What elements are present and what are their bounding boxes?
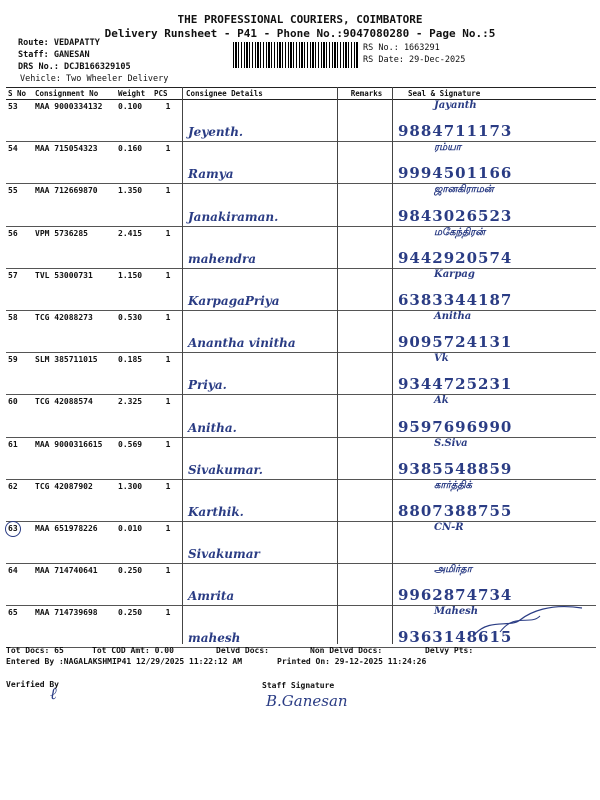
row-pcs: 1 [152,268,184,310]
verifier-signature: ℓ [50,684,57,703]
route-label: Route: VEDAPATTY [18,38,100,48]
row-pcs: 1 [152,395,184,437]
row-seal-signature [394,226,596,268]
row-sno: 64 [6,564,33,606]
consignee-name: Karthik. [188,504,244,519]
row-pcs: 1 [152,521,184,563]
non-delivered-docs: Non Delvd Docs: [310,646,383,655]
row-pcs: 1 [152,479,184,521]
drs-number: DRS No.: DCJB166329105 [18,62,131,72]
table-row [6,310,596,352]
row-63-circle-mark [5,521,21,537]
row-pcs: 1 [152,606,184,648]
row-consignee-cell [184,142,339,184]
row-consignment-no: MAA 9000334132 [33,100,116,142]
consignee-name: Priya. [188,378,227,393]
row-consignment-no: SLM 385711015 [33,353,116,395]
row-sno: 56 [6,226,33,268]
recipient-signature: Mahesh [434,606,479,618]
row-weight: 0.100 [116,100,152,142]
consignee-name: KarpagaPriya [188,293,280,308]
recipient-phone: 9385548859 [398,459,513,478]
row-seal-signature [394,310,596,352]
table-row [6,437,596,479]
row-weight: 0.250 [116,564,152,606]
row-sno: 61 [6,437,33,479]
row-weight: 0.185 [116,353,152,395]
row-sno: 59 [6,353,33,395]
rs-date: RS Date: 29-Dec-2025 [363,55,466,65]
row-seal-signature [394,353,596,395]
row-remarks [339,437,394,479]
recipient-phone: 9843026523 [398,206,513,225]
row-pcs: 1 [152,353,184,395]
row-consignee-cell [184,521,339,563]
row-sno: 55 [6,184,33,226]
table-header-row [6,88,596,100]
table-row [6,395,596,437]
runsheet-subtitle: Delivery Runsheet - P41 - Phone No.:9047080280 - Page No.:5 [104,27,496,40]
row-consignment-no: TCG 42088273 [33,310,116,352]
row-weight: 1.350 [116,184,152,226]
column-divider [182,87,183,644]
row-remarks [339,606,394,648]
table-row [6,353,596,395]
col-remarks: Remarks [339,88,394,100]
row-consignment-no: VPM 5736285 [33,226,116,268]
row-seal-signature [394,184,596,226]
row-sno: 65 [6,606,33,648]
row-weight: 0.530 [116,310,152,352]
recipient-phone: 9962874734 [398,586,513,605]
row-consignment-no: TCG 42087902 [33,479,116,521]
consignee-name: Amrita [188,589,235,604]
row-sno: 63 [6,521,33,563]
row-pcs: 1 [152,184,184,226]
table-row [6,268,596,310]
recipient-phone: 9344725231 [398,375,513,394]
recipient-signature: அமிர்தா [434,564,472,576]
staff-label: Staff: GANESAN [18,50,90,60]
row-remarks [339,395,394,437]
recipient-phone: 9442920574 [398,248,513,267]
consignee-name: mahendra [188,251,257,266]
consignee-name: mahesh [188,631,241,646]
col-consignment: Consignment No [33,88,116,100]
row-remarks [339,184,394,226]
consignee-name: Sivakumar. [188,462,263,477]
recipient-signature: கார்த்திக் [434,479,472,491]
row-remarks [339,353,394,395]
row-consignment-no: MAA 651978226 [33,521,116,563]
row-pcs: 1 [152,437,184,479]
row-pcs: 1 [152,100,184,142]
row-consignment-no: MAA 712669870 [33,184,116,226]
row-pcs: 1 [152,142,184,184]
recipient-phone: 9884711173 [398,122,513,141]
col-pcs: PCS [152,88,184,100]
row-remarks [339,268,394,310]
consignee-name: Ramya [188,167,234,182]
recipient-phone: 9597696990 [398,417,513,436]
rs-number: RS No.: 1663291 [363,43,440,53]
recipient-signature: Vk [434,353,449,365]
row-consignee-cell [184,437,339,479]
row-consignment-no: TCG 42088574 [33,395,116,437]
table-row [6,142,596,184]
staff-signature-label: Staff Signature [262,681,335,690]
col-sno: S No [6,88,33,100]
row-weight: 2.415 [116,226,152,268]
row-seal-signature [394,100,596,142]
row-consignee-cell [184,226,339,268]
row-consignee-cell [184,353,339,395]
table-row [6,100,596,142]
table-row [6,521,596,563]
consignee-name: Janakiraman. [188,209,279,224]
row-remarks [339,479,394,521]
row-consignee-cell [184,184,339,226]
row-remarks [339,142,394,184]
row-consignee-cell [184,100,339,142]
row-remarks [339,226,394,268]
row-sno: 62 [6,479,33,521]
recipient-phone: 9363148615 [398,628,513,647]
delivered-docs: Delvd Docs: [216,646,269,655]
row-sno: 57 [6,268,33,310]
total-docs: Tot Docs: 65 [6,646,64,655]
row-weight: 1.150 [116,268,152,310]
row-pcs: 1 [152,564,184,606]
row-consignment-no: TVL 53000731 [33,268,116,310]
row-consignee-cell [184,564,339,606]
vehicle-label: Vehicle: Two Wheeler Delivery [20,74,169,84]
recipient-phone: 9994501166 [398,164,513,183]
row-weight: 0.160 [116,142,152,184]
recipient-signature: CN-R [434,521,464,533]
staff-signature: B.Ganesan [266,692,348,710]
row-weight: 0.250 [116,606,152,648]
row-pcs: 1 [152,310,184,352]
runsheet-table [6,87,596,648]
total-cod-amount: Tot COD Amt: 0.00 [92,646,174,655]
row-seal-signature [394,479,596,521]
entered-by: Entered By :NAGALAKSHMIP41 12/29/2025 11:22:12 AM [6,657,243,666]
row-sno: 60 [6,395,33,437]
delivery-points: Delvy Pts: [425,646,474,655]
row-consignment-no: MAA 715054323 [33,142,116,184]
row-weight: 1.300 [116,479,152,521]
consignee-name: Sivakumar [188,547,260,562]
row-sno: 54 [6,142,33,184]
row-remarks [339,564,394,606]
recipient-signature: Jayanth [434,100,477,111]
row-weight: 0.569 [116,437,152,479]
col-consignee: Consignee Details [184,88,339,100]
row-seal-signature [394,521,596,563]
printed-on: Printed On: 29-12-2025 11:24:26 [277,657,427,666]
barcode-image [233,42,358,68]
recipient-phone: 9095724131 [398,333,513,352]
verified-by-label: Verified By [6,680,59,689]
row-sno: 53 [6,100,33,142]
column-divider [337,87,338,644]
consignee-name: Anitha. [188,420,237,435]
consignee-name: Jeyenth. [188,125,244,140]
recipient-phone: 8807388755 [398,501,513,520]
recipient-signature: Anitha [434,310,472,322]
recipient-signature: Karpag [434,268,475,280]
table-row [6,184,596,226]
recipient-signature: ரம்யா [434,142,462,154]
column-divider [392,87,393,644]
row-consignee-cell [184,479,339,521]
row-remarks [339,521,394,563]
table-row [6,479,596,521]
recipient-signature: மகேந்திரன் [434,226,486,238]
row-consignee-cell [184,268,339,310]
col-seal: Seal & Signature [394,88,596,100]
recipient-signature: ஜானகிராமன் [434,184,494,196]
recipient-signature: Ak [434,395,449,407]
row-pcs: 1 [152,226,184,268]
pen-scribble [470,598,588,640]
row-seal-signature [394,142,596,184]
table-row [6,226,596,268]
consignee-name: Anantha vinitha [188,336,296,351]
row-seal-signature [394,268,596,310]
row-consignee-cell [184,606,339,648]
row-consignment-no: MAA 714739698 [33,606,116,648]
row-weight: 2.325 [116,395,152,437]
row-remarks [339,100,394,142]
row-consignment-no: MAA 9000316615 [33,437,116,479]
row-consignee-cell [184,395,339,437]
row-seal-signature [394,395,596,437]
recipient-phone: 6383344187 [398,290,513,309]
row-weight: 0.010 [116,521,152,563]
col-weight: Weight [116,88,152,100]
row-consignee-cell [184,310,339,352]
company-title: THE PROFESSIONAL COURIERS, COIMBATORE [177,13,423,26]
recipient-signature: S.Siva [434,437,468,449]
row-remarks [339,310,394,352]
row-seal-signature [394,437,596,479]
row-sno: 58 [6,310,33,352]
row-consignment-no: MAA 714740641 [33,564,116,606]
